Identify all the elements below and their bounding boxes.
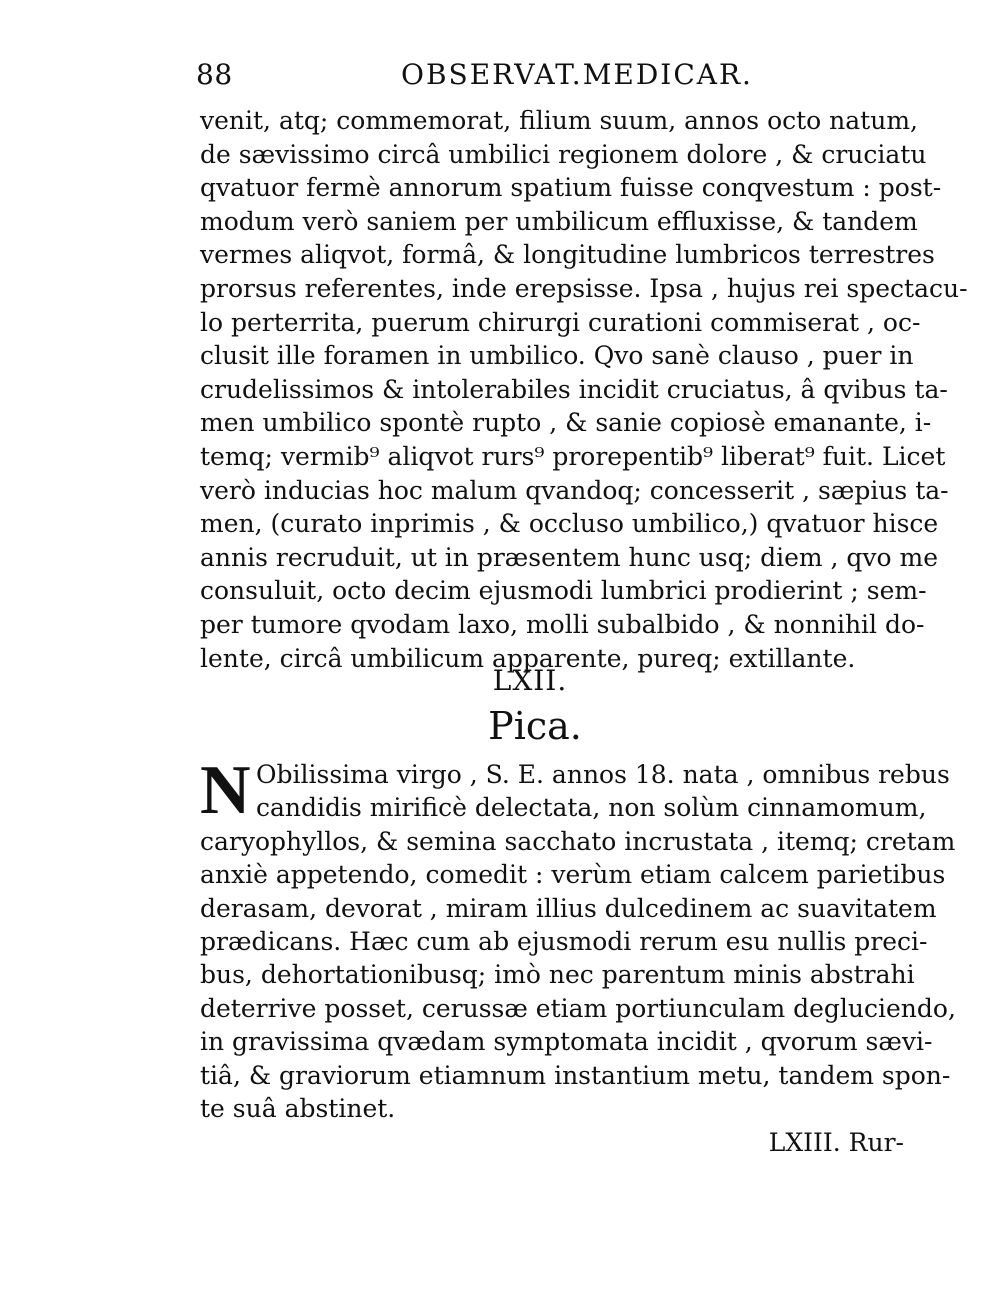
running-head: OBSERVAT.MEDICAR. (401, 58, 753, 91)
drop-cap-letter: N (200, 752, 251, 829)
text-line: anxiè appetendo, comedit : verùm etiam calcem parietibus (200, 860, 946, 890)
section-title: Pica. (488, 704, 582, 748)
text-line: crudelissimos & intolerabiles incidit cruciatus, â qvibus ta- (200, 374, 948, 404)
text-line: bus, dehortationibusq; imò nec parentum minis abstrahi (200, 960, 915, 990)
text-line: modum verò saniem per umbilicum effluxisse, & tandem (200, 206, 918, 236)
observation-62-text (200, 758, 956, 1125)
text-line: derasam, devorat , miram illius dulcedinem ac suavitatem (200, 893, 937, 923)
text-line: vermes aliqvot, formâ, & longitudine lumbricos terrestres (200, 240, 935, 270)
text-line: de sævissimo circâ umbilici regionem dolore , & cruciatu (200, 139, 927, 169)
text-line: consuluit, octo decim ejusmodi lumbrici prodierint ; sem- (200, 576, 927, 606)
text-line: venit, atq; commemorat, filium suum, annos octo natum, (200, 106, 918, 135)
page-header (196, 58, 916, 98)
text-line: per tumore qvodam laxo, molli subalbido , & nonnihil do- (200, 609, 925, 639)
text-line: prædicans. Hæc cum ab ejusmodi rerum esu nullis preci- (200, 926, 928, 956)
text-line: Obilissima virgo , S. E. annos 18. nata , omnibus rebus (256, 760, 950, 789)
text-line: lo perterrita, puerum chirurgi curationi commiserat , oc- (200, 307, 921, 337)
text-line: te suâ abstinet. (200, 1093, 396, 1123)
text-line: caryophyllos, & semina sacchato incrustata , itemq; cretam (200, 826, 956, 856)
text-line: tiâ, & graviorum etiamnum instantium metu, tandem spon- (200, 1060, 951, 1090)
catchword: LXIII. Rur- (768, 1128, 904, 1157)
section-number: LXII. (492, 664, 568, 697)
text-line: verò inducias hoc malum qvandoq; concesserit , sæpius ta- (200, 475, 949, 505)
page-number: 88 (196, 58, 233, 91)
observation-61-text (200, 104, 968, 675)
text-line: candidis mirificè delectata, non solùm cinnamomum, (256, 793, 927, 823)
text-line: annis recruduit, ut in præsentem hunc usq; diem , qvo me (200, 542, 939, 572)
text-line: clusit ille foramen in umbilico. Qvo sanè clauso , puer in (200, 341, 914, 371)
text-line: temq; vermib⁹ aliqvot rurs⁹ prorepentib⁹ liberat⁹ fuit. Licet (200, 441, 946, 471)
text-line: qvatuor fermè annorum spatium fuisse conqvestum : post- (200, 173, 942, 203)
text-line: deterrive posset, cerussæ etiam portiunculam degluciendo, (200, 993, 956, 1023)
text-line: men umbilico spontè rupto , & sanie copiosè emanante, i- (200, 408, 932, 438)
text-line: men, (curato inprimis , & occluso umbilico,) qvatuor hisce (200, 509, 939, 539)
text-line: prorsus referentes, inde erepsisse. Ipsa , hujus rei spectacu- (200, 273, 968, 303)
text-line: in gravissima qvædam symptomata incidit , qvorum sævi- (200, 1027, 933, 1057)
text-line: lente, circâ umbilicum apparente, pureq; extillante. (200, 643, 856, 673)
